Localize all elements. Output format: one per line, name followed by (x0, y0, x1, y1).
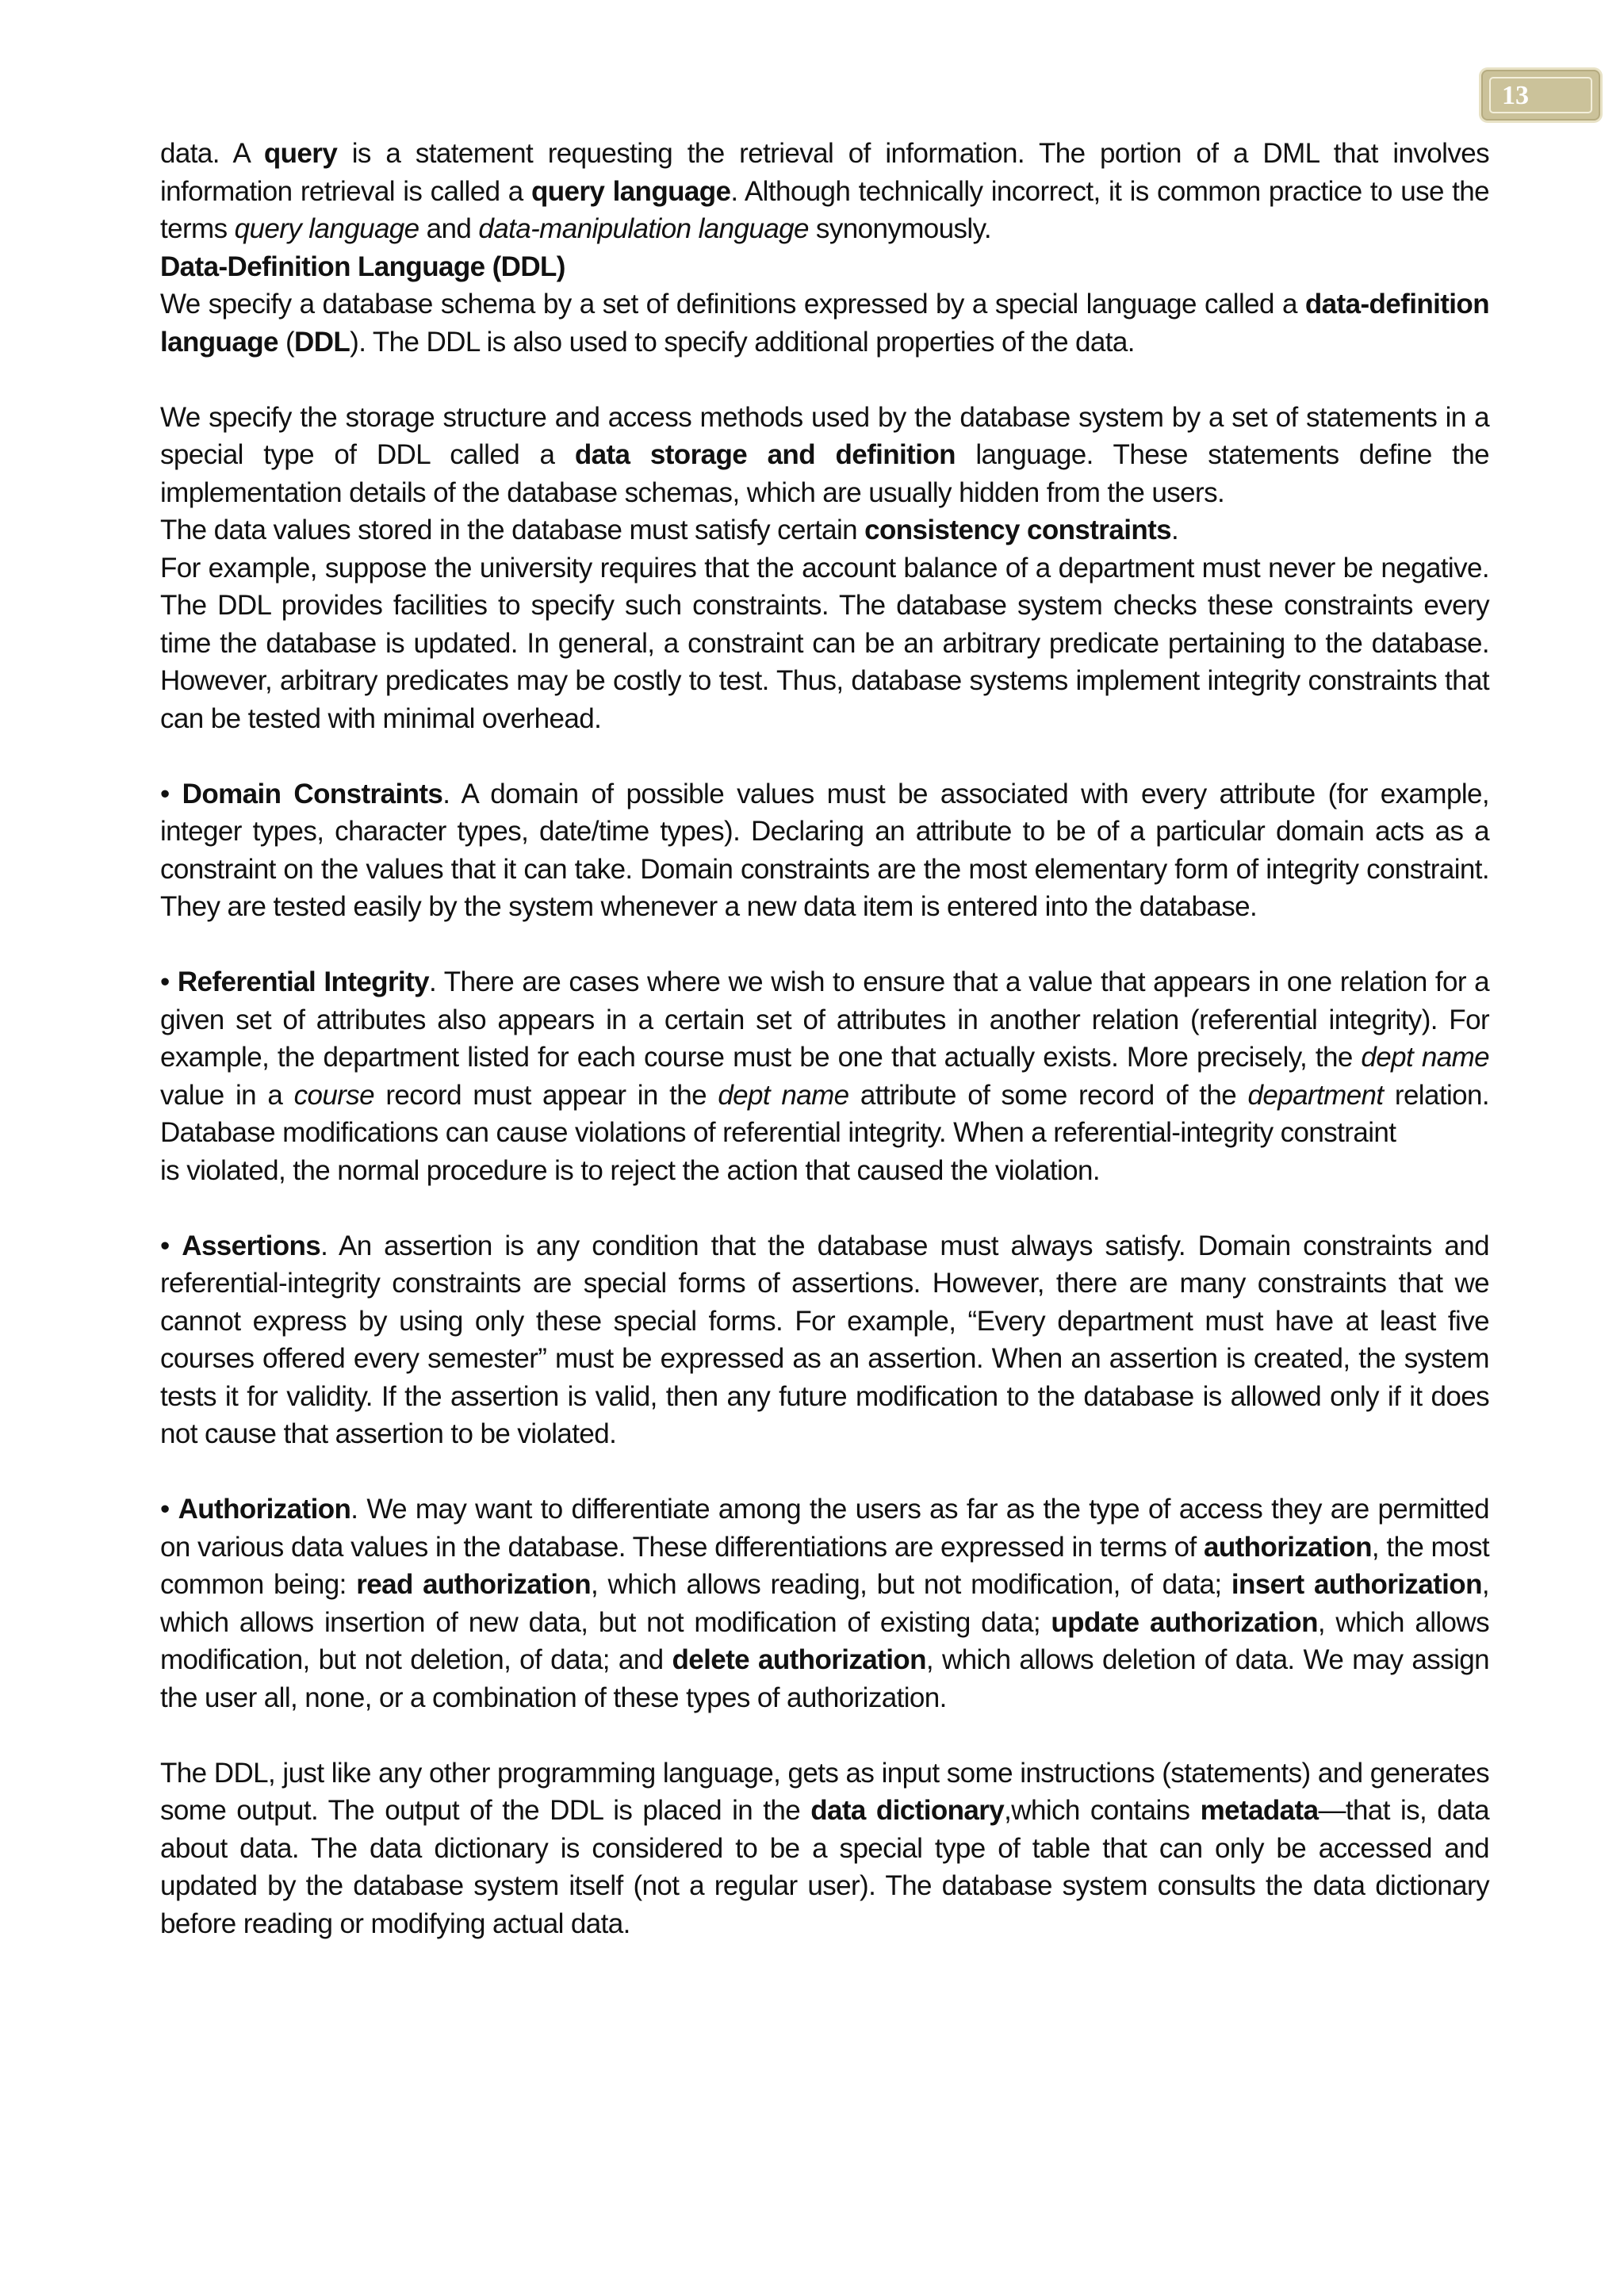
bullet-domain-constraints: • Domain Constraints. A domain of possible values must be associated with every attribute (for example, integer types, character types, date/time types). Declaring an attribute to be of a particular domain acts as a constraint on the values that it can take. Domain constraints are the most elementary form of integrity constraint. They are tested easily by the system whenever a new data item is entered into the database. (160, 778, 1489, 922)
paragraph-consistency-constraints: The data values stored in the database must satisfy certain consistency constraints. (160, 515, 1179, 545)
bullet-icon: • (160, 1230, 182, 1261)
paragraph-constraint-example: For example, suppose the university requires that the account balance of a department must never be negative. The DDL provides facilities to specify such constraints. The database system checks these constraints every time the database is updated. In general, a constraint can be an arbitrary predicate pertaining to the database. However, arbitrary predicates may be costly to test. Thus, database systems implement integrity constraints that can be tested with minimal overhead. (160, 552, 1489, 734)
paragraph-query-language: data. A query is a statement requesting the retrieval of information. The portion of a DML that involves information retrieval is called a query language. Although technically incorrect, it is common practice to use the terms query language and data-manipulation language synonymously. (160, 138, 1490, 244)
term-query-language: query language (530, 175, 731, 207)
bullet-icon: • (160, 966, 178, 997)
paragraph-storage-structure: We specify the storage structure and access methods used by the database system by a set of statements in a special type of DDL called a data storage and definition language. These statements define the implementation details of the database schemas, which are usually hidden from the users. (160, 401, 1490, 508)
term-data-storage-and-definition: data storage and definition (574, 439, 956, 470)
bullet-icon: • (160, 1494, 178, 1525)
referential-integrity-continuation: is violated, the normal procedure is to reject the action that caused the violation. (160, 1154, 1101, 1186)
bullet-referential-integrity: • Referential Integrity. There are cases where we wish to ensure that a value that appears in one relation for a given set of attributes also appears in a certain set of attributes in another relation (referential integrity). For example, the department listed for each course must be one that actually exists. More precisely, the dept name value in a course record must appear in the dept name attribute of some record of the department relation. Database modifications can cause violations of referential integrity. When a referential-integrity constraint (160, 966, 1490, 1148)
page-number: 13 (1502, 81, 1529, 110)
paragraph-ddl-definition: We specify a database schema by a set of definitions expressed by a special language called a data-definition language (DDL). The DDL is also used to specify additional properties of the data. (160, 289, 1489, 358)
bullet-icon: • (160, 778, 182, 809)
term-referential-integrity: Referential Integrity (177, 966, 430, 997)
section-heading-ddl: Data-Definition Language (DDL) (160, 251, 565, 282)
term-ddl: DDL (294, 326, 350, 358)
bullet-assertions: • Assertions. An assertion is any condition that the database must always satisfy. Domain constraints and referential-integrity constraints are special forms of assertions. However, there are many constraints that we cannot express by using only these special forms. For example, “Every department must have at least five courses offered every semester” must be expressed as an assertion. When an assertion is created, the system tests it for validity. If the assertion is valid, then any future modification to the database is allowed only if it does not cause that assertion to be violated. (160, 1230, 1490, 1449)
paragraph-data-dictionary: The DDL, just like any other programming language, gets as input some instructions (statements) and generates some output. The output of the DDL is placed in the data dictionary,which contains metadata—that is, data about data. The data dictionary is considered to be a special type of table that can only be accessed and updated by the database system itself (not a regular user). The database system consults the data dictionary before reading or modifying actual data. (160, 1757, 1489, 1939)
term-data-definition-language: data-definition language (160, 289, 1489, 358)
page-number-badge (1481, 70, 1600, 121)
term-consistency-constraints: consistency constraints (864, 515, 1172, 545)
document-body (160, 135, 1489, 1942)
term-data-dictionary: data dictionary (810, 1795, 1005, 1826)
term-domain-constraints: Domain Constraints (182, 778, 443, 809)
term-assertions: Assertions (182, 1230, 321, 1261)
term-metadata: metadata (1200, 1795, 1319, 1826)
bullet-authorization: • Authorization. We may want to differentiate among the users as far as the type of access they are permitted on various data values in the database. These differentiations are expressed in terms of authorization, the most common being: read authorization, which allows reading, but not modification, of data; insert authorization, which allows insertion of new data, but not modification of existing data; update authorization, which allows modification, but not deletion, of data; and delete authorization, which allows deletion of data. We may assign the user all, none, or a combination of these types of authorization. (160, 1494, 1489, 1713)
term-authorization: Authorization (178, 1494, 351, 1525)
term-query: query (263, 138, 338, 169)
